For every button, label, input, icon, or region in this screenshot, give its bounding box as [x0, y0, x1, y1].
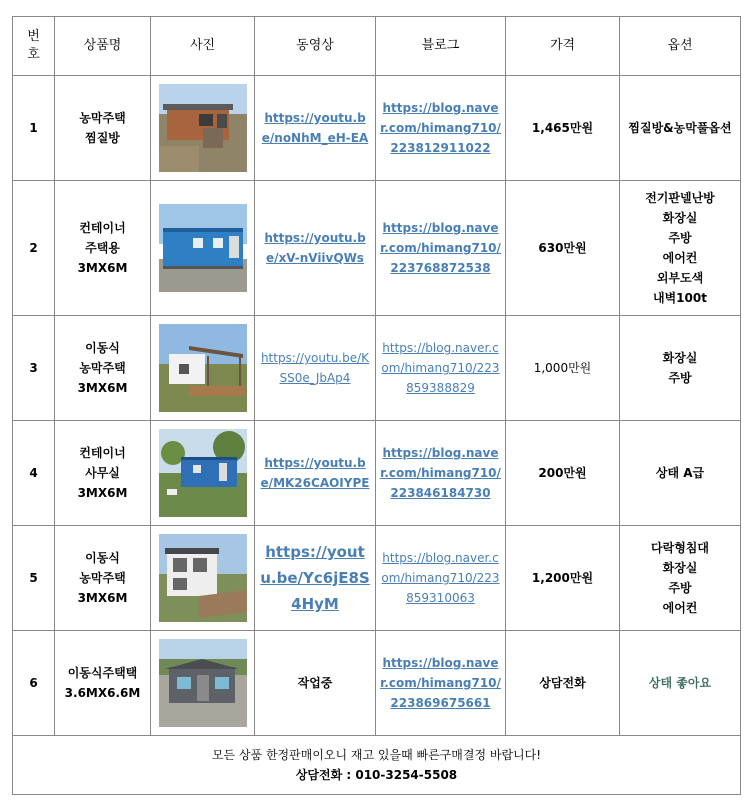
blue-container-photo[interactable] — [159, 204, 247, 292]
blog-link[interactable]: https://blog.naver.com/himang710/223846184730 — [380, 446, 501, 500]
white-cabin-pergola-photo[interactable] — [159, 324, 247, 412]
blog-link[interactable]: https://blog.naver.com/himang710/223859388829 — [381, 341, 500, 395]
header-blog: 블로그 — [376, 17, 506, 76]
product-name: 이동식 농막주택 3MX6M — [55, 316, 151, 421]
price: 1,465만원 — [506, 76, 620, 181]
video-link[interactable]: https://youtu.be/xV-nViivQWs — [264, 231, 366, 265]
footer-notice — [13, 736, 741, 795]
product-name: 컨테이너 주택용 3MX6M — [55, 181, 151, 316]
wood-cabin-photo[interactable] — [159, 84, 247, 172]
header-option: 옵션 — [620, 17, 741, 76]
row-number: 1 — [13, 76, 55, 181]
blog-link[interactable]: https://blog.naver.com/himang710/223869675661 — [380, 656, 501, 710]
blog-cell — [376, 76, 506, 181]
video-cell — [255, 316, 376, 421]
option: 찜질방&농막풀옵션 — [620, 76, 741, 181]
product-name: 농막주택 찜질방 — [55, 76, 151, 181]
grey-white-cabin-photo[interactable] — [159, 534, 247, 622]
price: 1,200만원 — [506, 526, 620, 631]
photo-cell — [151, 316, 255, 421]
photo-cell — [151, 421, 255, 526]
header-video: 동영상 — [255, 17, 376, 76]
photo-cell — [151, 76, 255, 181]
price: 630만원 — [506, 181, 620, 316]
header-photo: 사진 — [151, 17, 255, 76]
price: 상담전화 — [506, 631, 620, 736]
price: 200만원 — [506, 421, 620, 526]
option: 다락형침대 화장실 주방 에어컨 — [620, 526, 741, 631]
product-name: 이동식주택택 3.6MX6.6M — [55, 631, 151, 736]
video-status: 작업중 — [255, 631, 376, 736]
footer-line-notice: 모든 상품 한정판매이오니 재고 있을때 빠른구매결정 바랍니다! — [211, 748, 542, 762]
grey-tiny-house-photo[interactable] — [159, 639, 247, 727]
blog-link[interactable]: https://blog.naver.com/himang710/223812911022 — [380, 101, 501, 155]
row-number: 4 — [13, 421, 55, 526]
video-cell — [255, 421, 376, 526]
option: 전기판넬난방 화장실 주방 에어컨 외부도색 내벽100t — [620, 181, 741, 316]
product-name: 이동식 농막주택 3MX6M — [55, 526, 151, 631]
row-number: 5 — [13, 526, 55, 631]
table-row — [13, 421, 741, 526]
photo-cell — [151, 181, 255, 316]
blog-cell — [376, 631, 506, 736]
blog-cell — [376, 181, 506, 316]
video-link[interactable]: https://youtu.be/Yc6jE8S4HyM — [260, 543, 370, 613]
blog-link[interactable]: https://blog.naver.com/himang710/223768872538 — [380, 221, 501, 275]
footer-line-phone: 상담전화 : 010-3254-5508 — [295, 768, 458, 782]
photo-cell — [151, 526, 255, 631]
header-row — [13, 17, 741, 76]
option: 상태 A급 — [620, 421, 741, 526]
blue-office-container-photo[interactable] — [159, 429, 247, 517]
header-price: 가격 — [506, 17, 620, 76]
video-link[interactable]: https://youtu.be/KSS0e_JbAp4 — [260, 351, 370, 385]
table-row — [13, 181, 741, 316]
video-cell — [255, 181, 376, 316]
video-link[interactable]: https://youtu.be/MK26CAOIYPE — [260, 456, 370, 490]
product-table — [12, 16, 741, 795]
photo-cell — [151, 631, 255, 736]
table-row — [13, 316, 741, 421]
row-number: 3 — [13, 316, 55, 421]
product-name: 컨테이너 사무실 3MX6M — [55, 421, 151, 526]
header-product-name: 상품명 — [55, 17, 151, 76]
video-cell — [255, 526, 376, 631]
table-row — [13, 526, 741, 631]
blog-cell — [376, 316, 506, 421]
row-number: 2 — [13, 181, 55, 316]
table-row — [13, 631, 741, 736]
footer-row — [13, 736, 741, 795]
option: 화장실 주방 — [620, 316, 741, 421]
table-row — [13, 76, 741, 181]
blog-cell — [376, 421, 506, 526]
blog-link[interactable]: https://blog.naver.com/himang710/223859310063 — [381, 551, 500, 605]
option: 상태 좋아요 — [620, 631, 741, 736]
row-number: 6 — [13, 631, 55, 736]
video-link[interactable]: https://youtu.be/noNhM_eH-EA — [261, 111, 369, 145]
blog-cell — [376, 526, 506, 631]
video-cell — [255, 76, 376, 181]
price: 1,000만원 — [506, 316, 620, 421]
header-number: 번 호 — [13, 17, 55, 76]
